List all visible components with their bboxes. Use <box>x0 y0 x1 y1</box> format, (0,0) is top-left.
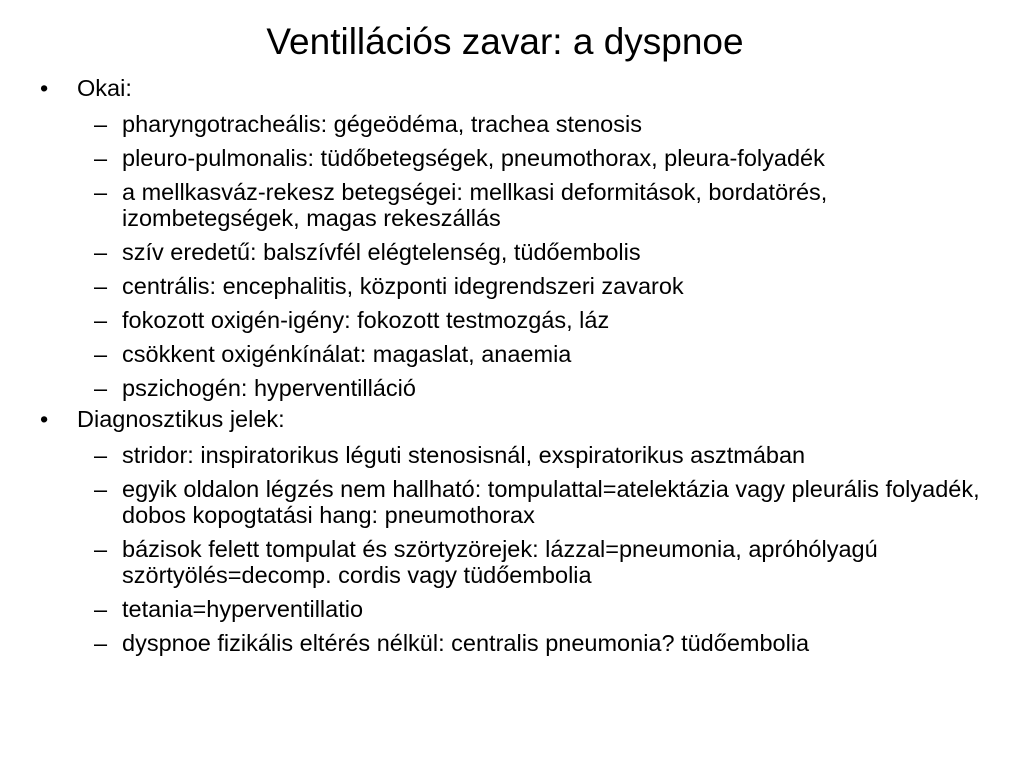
list-item: – pszichogén: hyperventilláció <box>94 375 416 401</box>
list-item: – pharyngotracheális: gégeödéma, trachea stenosis <box>94 111 642 137</box>
list-item: – bázisok felett tompulat és szörtyzörejek: lázzal=pneumonia, apróhólyagú szörtyölés=decomp. cordis vagy tüdőembolia <box>94 536 878 588</box>
bullet-section-diagnostics <box>0 404 1010 434</box>
dash-icon: – <box>94 273 108 299</box>
list-item: – dyspnoe fizikális eltérés nélkül: centralis pneumonia? tüdőembolia <box>94 630 810 656</box>
list-item: – a mellkasváz-rekesz betegségei: mellkasi deformitások, bordatörés, izombetegségek, magas rekeszállás <box>94 179 828 231</box>
dash-icon: – <box>94 239 108 265</box>
list-item: – tetania=hyperventillatio <box>94 596 364 622</box>
dash-icon: – <box>94 111 108 137</box>
bullet-icon: • <box>40 406 49 432</box>
list-item: – szív eredetű: balszívfél elégtelenség, tüdőembolis <box>94 239 641 265</box>
list-item: – fokozott oxigén-igény: fokozott testmozgás, láz <box>94 307 610 333</box>
slide-content <box>0 70 1010 656</box>
list-item: – stridor: inspiratorikus léguti stenosisnál, exspiratorikus asztmában <box>94 442 806 468</box>
dash-icon: – <box>94 179 108 205</box>
list-item: – egyik oldalon légzés nem hallható: tompulattal=atelektázia vagy pleurális folyadék, dobos kopogtatási hang: pneumothorax <box>94 476 980 528</box>
dash-icon: – <box>94 307 108 333</box>
dash-icon: – <box>94 341 108 367</box>
dash-icon: – <box>94 596 108 622</box>
dash-icon: – <box>94 536 108 562</box>
list-item: – centrális: encephalitis, központi idegrendszeri zavarok <box>94 273 684 299</box>
section-label: Okai: <box>77 75 132 101</box>
bullet-section-causes <box>0 73 1010 103</box>
list-item: – csökkent oxigénkínálat: magaslat, anaemia <box>94 341 572 367</box>
dash-icon: – <box>94 630 108 656</box>
dash-icon: – <box>94 145 108 171</box>
dash-icon: – <box>94 375 108 401</box>
bullet-icon: • <box>40 75 49 101</box>
section-label: Diagnosztikus jelek: <box>77 406 285 432</box>
dash-icon: – <box>94 442 108 468</box>
list-item: – pleuro-pulmonalis: tüdőbetegségek, pneumothorax, pleura-folyadék <box>94 145 825 171</box>
dash-icon: – <box>94 476 108 502</box>
slide-title: Ventillációs zavar: a dyspnoe <box>266 21 744 62</box>
